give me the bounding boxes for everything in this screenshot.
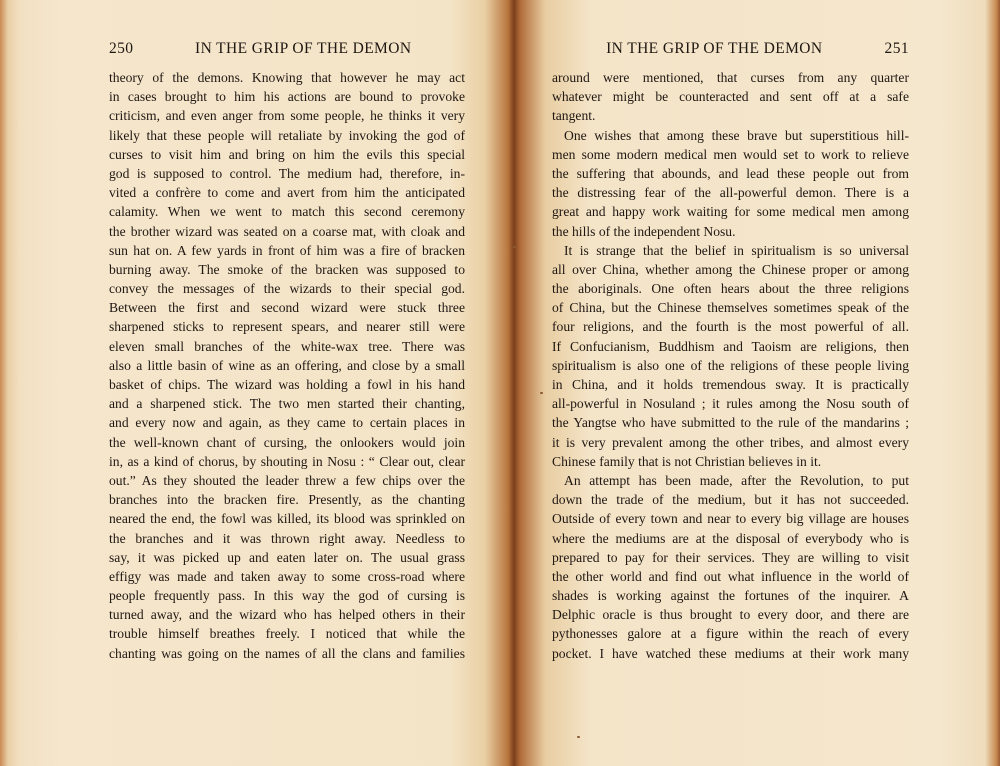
right-page-header [552, 40, 909, 60]
text-line: prepared to pay for their services. They are willing to visit [552, 549, 909, 565]
text-line: It is strange that the belief in spiritualism is so universal [564, 242, 909, 258]
text-line: vited a confrère to come and avert from him the anticipated [109, 185, 465, 201]
text-line: trouble himself breathes freely. I noticed that while the [109, 626, 465, 642]
text-line: pythonesses galore at a figure within the reach of every [552, 626, 909, 642]
text-line: it is very prevalent among the other tribes, and almost every [552, 434, 909, 450]
text-line: where the mediums are at the disposal of everybody who is [552, 530, 909, 546]
text-line: also a little basin of wine as an offering, and close by a small [109, 357, 465, 373]
text-line: shades is working against the fortunes of the inquirer. A [552, 588, 909, 604]
text-line: the distressing fear of the all-powerful demon. There is a [552, 185, 909, 201]
paper-fleck [577, 736, 580, 738]
text-line: basket of chips. The wizard was holding a fowl in his hand [109, 377, 465, 392]
text-line: and a sharpened stick. The two men started their chanting, [109, 396, 465, 412]
text-line: burning away. The smoke of the bracken was supposed to [109, 261, 465, 277]
left-page-header [109, 40, 465, 60]
text-line: in cases brought to him his actions are bound to provoke [109, 89, 465, 105]
text-line: all-powerful in Nosuland ; it rules among the Nosu south of [552, 396, 909, 412]
text-line: the brother wizard was seated on a coarse mat, with cloak and [109, 223, 465, 239]
text-line: calamity. When we went to match this second ceremony [109, 204, 465, 220]
right-page [552, 40, 909, 663]
text-line: sun hat on. A few yards in front of him was a fire of bracken [109, 242, 465, 258]
text-line: effigy was made and taken away to some cross-road where [109, 568, 465, 584]
text-line: people frequently pass. In this way the god of cursing is [109, 588, 465, 604]
running-head: IN THE GRIP OF THE DEMON [606, 40, 823, 57]
text-line: An attempt has been made, after the Revolution, to put [564, 472, 909, 488]
text-line: eleven small branches of the white-wax tree. There was [109, 338, 465, 354]
text-line: chanting was going on the names of all the clans and families [109, 645, 465, 661]
text-line: down the trade of the medium, but it has not succeeded. [552, 492, 909, 508]
text-line: all over China, whether among the Chinese proper or among [552, 261, 909, 277]
text-line: Delphic oracle is thus brought to every door, and there are [552, 607, 909, 623]
text-line: in China, and it holds tremendous sway. It is practically [552, 377, 909, 392]
paper-fleck [513, 246, 516, 248]
text-line: whatever might be counteracted and sent off at a safe [552, 89, 909, 105]
text-line: Outside of every town and near to every big village are houses [552, 511, 909, 527]
text-line: men some modern medical men would set to work to relieve [552, 146, 909, 162]
text-line: the well-known chant of cursing, the onlookers would join [109, 434, 465, 450]
text-line: the hills of the independent Nosu. [552, 223, 736, 239]
text-line: the other world and find out what influence in the world of [552, 568, 909, 584]
text-line: Between the first and second wizard were stuck three [109, 300, 465, 316]
text-line: theory of the demons. Knowing that however he may act [109, 70, 465, 85]
text-line: Chinese family that is not Christian believes in it. [552, 453, 822, 469]
text-line: pocket. I have watched these mediums at their work many [552, 645, 909, 661]
text-line: great and happy work waiting for some medical men among [552, 204, 909, 220]
text-line: the Yangtse who have submitted to the rule of the mandarins ; [552, 415, 909, 431]
text-line: god is supposed to control. The medium had, therefore, in- [109, 165, 465, 181]
text-line: out.” As they shouted the leader threw a few chips over the [109, 472, 465, 488]
text-line: turned away, and the wizard who has helped others in their [109, 607, 465, 623]
left-page [109, 40, 465, 663]
running-head: IN THE GRIP OF THE DEMON [195, 40, 412, 57]
text-line: in, as a kind of chorus, by shouting in Nosu : “ Clear out, clear [109, 453, 465, 469]
text-line: spiritualism is also one of the religions of these people living [552, 357, 909, 373]
text-line: the suffering that abounds, and lead these people out from [552, 165, 909, 181]
text-line: criticism, and even anger from some people, he thinks it very [109, 108, 465, 124]
text-line: tangent. [552, 108, 596, 124]
text-line: likely that these people will retaliate by invoking the god of [109, 127, 465, 143]
text-line: neared the end, the fowl was killed, its blood was sprinkled on [109, 511, 465, 527]
right-page-body [552, 68, 909, 663]
text-line: the branches and it was thrown right away. Needless to [109, 530, 465, 546]
text-line: branches into the bracken fire. Presently, as the chanting [109, 492, 465, 508]
text-line: One wishes that among these brave but superstitious hill- [564, 127, 909, 143]
page-number: 250 [109, 40, 134, 57]
page-number: 251 [884, 40, 909, 57]
text-line: four religions, and the fourth is the most powerful of all. [552, 319, 909, 335]
text-line: convey the messages of the wizards to their special god. [109, 281, 465, 297]
text-line: curses to visit him and bring on him the evils this special [109, 146, 465, 162]
left-page-body [109, 68, 465, 663]
text-line: and every now and again, as they came to certain places in [109, 415, 465, 431]
text-line: sharpened sticks to represent spears, and nearer still were [109, 319, 465, 335]
paper-fleck [540, 392, 543, 394]
text-line: of China, but the Chinese themselves sometimes speak of the [552, 300, 909, 316]
text-line: say, it was picked up and eaten later on. The usual grass [109, 549, 465, 565]
text-line: around were mentioned, that curses from any quarter [552, 70, 909, 85]
text-line: the aboriginals. One often hears about the three religions [552, 281, 909, 297]
text-line: If Confucianism, Buddhism and Taoism are religions, then [552, 338, 909, 354]
